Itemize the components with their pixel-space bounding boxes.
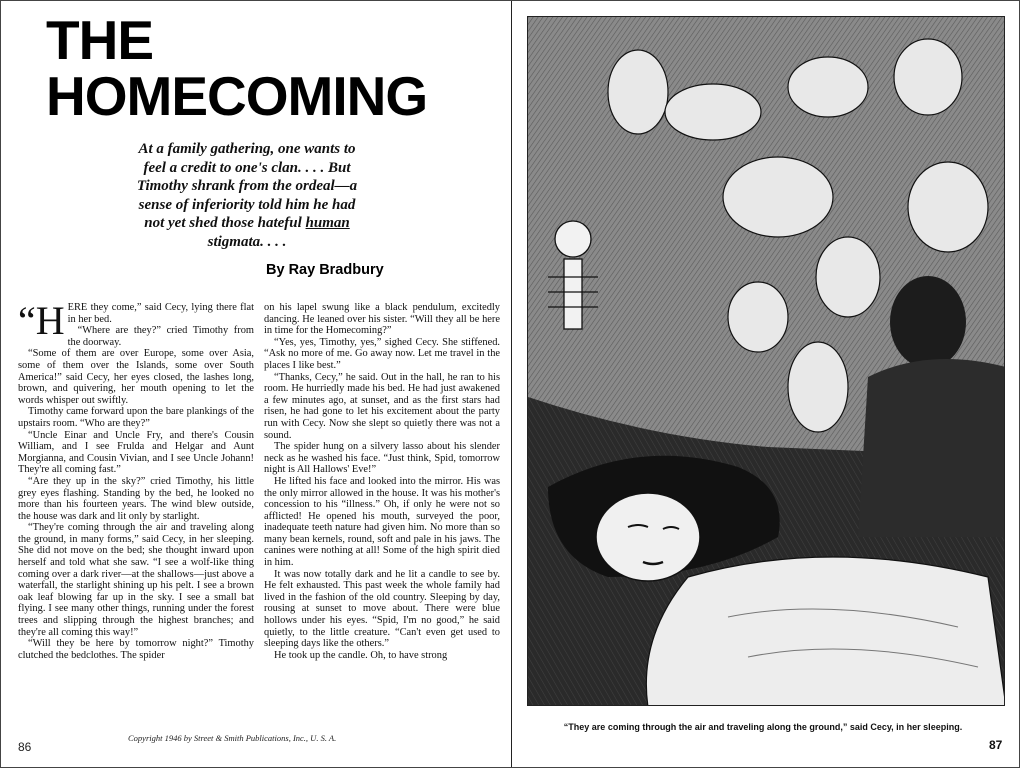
- paragraph: “Where are they?” cried Timothy from the doorway.: [67, 325, 254, 348]
- paragraph: “Yes, yes, Timothy, yes,” sighed Cecy. She stiffened. “Ask no more of me. Go away now. Let me travel in the places I like best.”: [264, 336, 500, 371]
- deck-underlined-word: human: [305, 215, 350, 231]
- paragraph: Timothy came forward upon the bare plankings of the upstairs room. “Who are they?”: [18, 406, 254, 429]
- opening-text: ERE they come,” said Cecy, lying there flat in her bed.: [67, 302, 254, 325]
- deck-text: not yet shed those hateful: [144, 215, 306, 231]
- deck-line: stigmata. . . .: [207, 233, 287, 250]
- story-title: [46, 9, 428, 127]
- story-deck: [118, 140, 376, 251]
- paragraph: “They're coming through the air and traveling along the ground, in many forms,” said Cecy, in her sleeping. She did not move on the bed; she thought inward upon herself and told what she saw. “I see a wolf-like thing coming over a dark river—at the shallows—just above a waterfall, the starlight shining up his pelt. I see a brown oak leaf blowing far up in the sky. I see a small bat flying. I see many other things, running under the forest trees and slipping through the highest branches; and they're all coming this way!”: [18, 522, 254, 638]
- text-column-right: [264, 302, 500, 661]
- paragraph: “Are they up in the sky?” cried Timothy, his little grey eyes flashing. Standing by the bed, he looked no more than his fourteen years. The wind blew outside, the house was dark and lit only by starlight.: [18, 475, 254, 522]
- paragraph: He lifted his face and looked into the mirror. His was the only mirror allowed in the house. It was his mother's concession to his “illness.” Oh, if only he were not so afflicted! He opened his mouth, surveyed the poor, inadequate teeth nature had given him. No more than so many bean kernels, round, soft and pale in his jaws. The canines were nothing at all! Some of the high spirit died in him.: [264, 475, 500, 569]
- deck-line: At a family gathering, one wants to: [138, 141, 356, 157]
- text-column-left: [18, 298, 254, 661]
- paragraph: “Will they be here by tomorrow night?” Timothy clutched the bedclothes. The spider: [18, 638, 254, 661]
- deck-line: Timothy shrank from the ordeal—a: [136, 178, 358, 194]
- illustration-caption: “They are coming through the air and traveling along the ground,” said Cecy, in her sleeping.: [563, 722, 963, 732]
- byline: By Ray Bradbury: [266, 262, 384, 278]
- page-number-left: 86: [18, 740, 32, 754]
- title-line-1: THE: [46, 9, 153, 71]
- drop-cap: “H: [18, 298, 65, 343]
- paragraph: The spider hung on a silvery lasso about his slender neck as he washed his face. “Just think, Spid, tomorrow night is All Hallows' Eve!”: [264, 441, 500, 476]
- deck-line: feel a credit to one's clan. . . . But: [143, 159, 351, 176]
- paragraph: It was now totally dark and he lit a candle to see by. He felt exhausted. This past week the whole family had lived in the fashion of the old country. Sleeping by day, rousing at sunset to move about. There were blue hollows under his eyes. “Spid, I'm no good,” he said quietly, to the little creature. “Can't even get used to sleeping days like the others.”: [264, 568, 500, 650]
- title-line-2: HOMECOMING: [46, 65, 428, 127]
- paragraph: “Thanks, Cecy,” he said. Out in the hall, he ran to his room. He hurriedly made his bed. He had just awakened a few minutes ago, at sunset, and as the first stars had risen, he had gone to let his excitement about the party run with Cecy. Now she slept so quietly there was not a sound.: [264, 371, 500, 441]
- deck-line: sense of inferiority told him he had: [138, 196, 356, 213]
- page-number-right: 87: [989, 738, 1003, 752]
- illustration: [527, 16, 1005, 706]
- copyright-line: Copyright 1946 by Street & Smith Publications, Inc., U. S. A.: [128, 733, 337, 743]
- illustration-artwork: [528, 17, 1005, 706]
- deck-line: [118, 214, 376, 233]
- paragraph: “Some of them are over Europe, some over Asia, some of them over the Islands, some over South America!” said Cecy, her eyes closed, the lashes long, brown, and quivering, her mouth opening to let the words whisper out swiftly.: [18, 348, 254, 406]
- right-page: [513, 0, 1020, 768]
- paragraph: “Uncle Einar and Uncle Fry, and there's Cousin William, and I see Frulda and Helgar and Aunt Morgianna, and Cousin Vivian, and I see Uncle Johann! They're all coming fast.”: [18, 429, 254, 476]
- paragraph: He took up the candle. Oh, to have strong: [274, 649, 448, 661]
- continued-paragraph: on his lapel swung like a black pendulum, excitedly dancing. He leaned over his sister. “Will they all be here in time for the Homecoming?”: [264, 302, 500, 337]
